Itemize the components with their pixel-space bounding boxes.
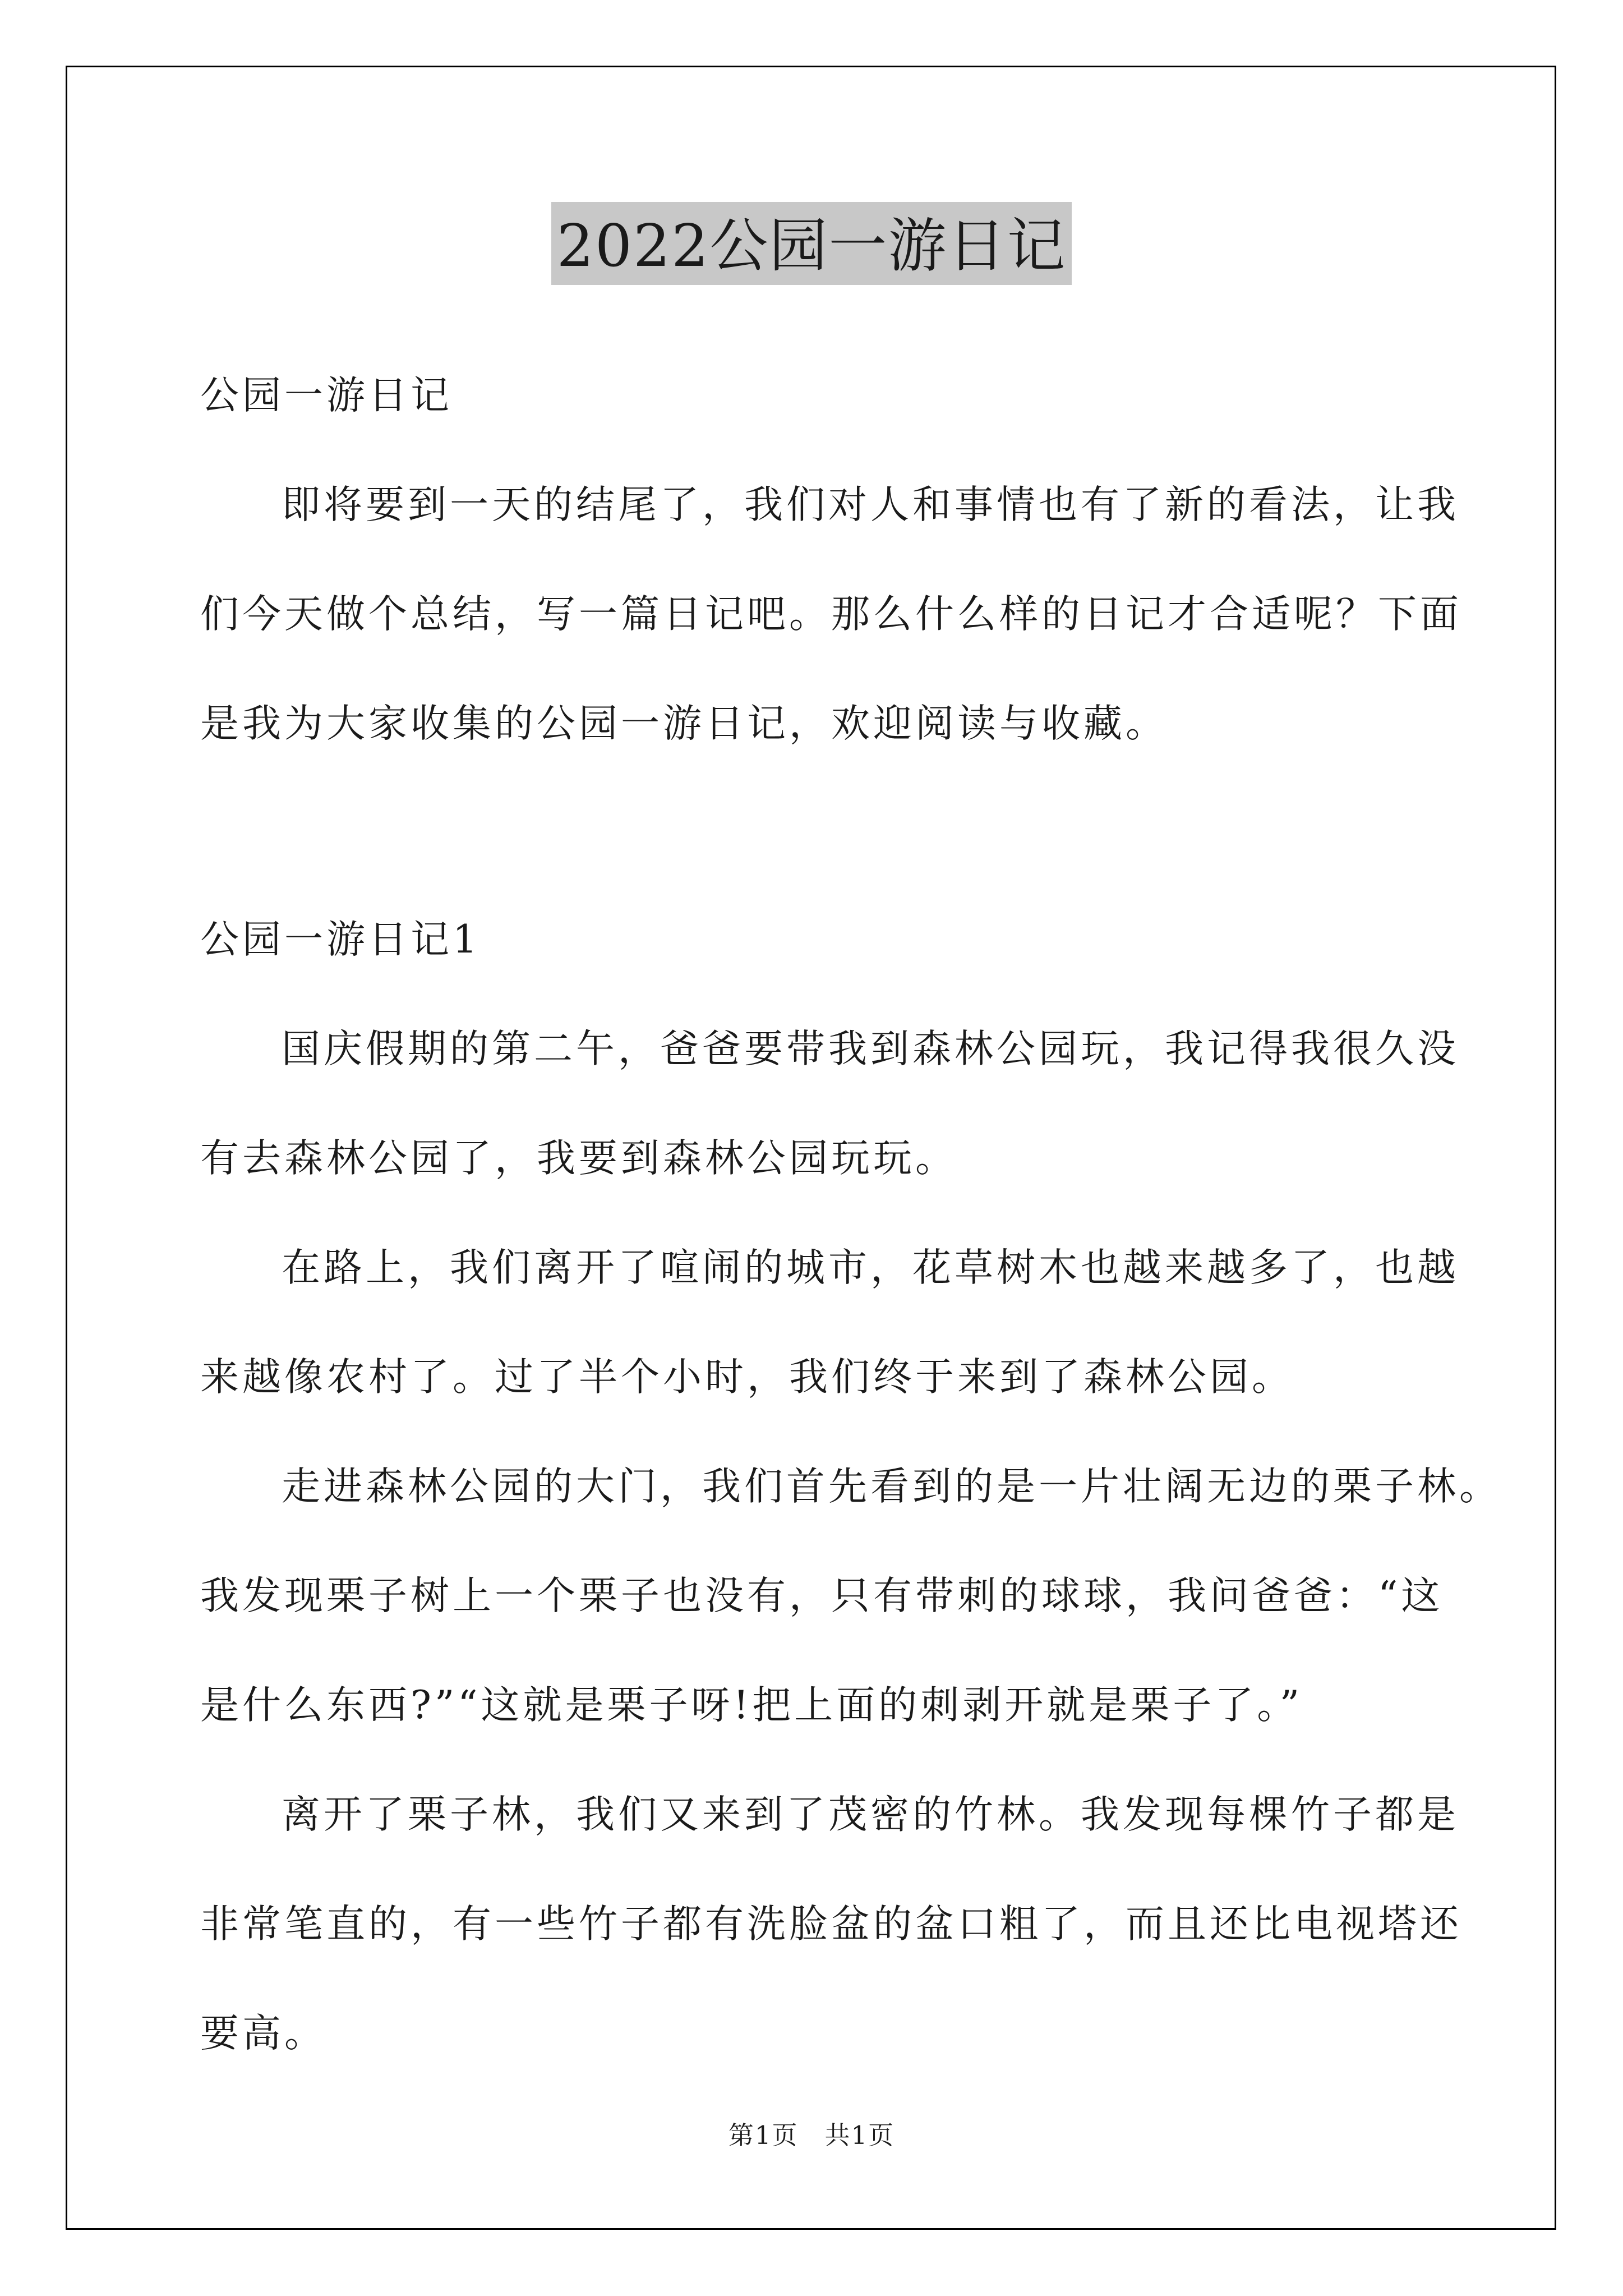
paragraph-line: 走进森林公园的大门，我们首先看到的是一片壮阔无边的栗子林。 [282, 1464, 1501, 1509]
paragraph-line: 在路上，我们离开了喧闹的城市，花草树木也越来越多了，也越 [282, 1245, 1459, 1290]
section-heading: 公园一游日记1 [200, 917, 481, 962]
intro-line: 即将要到一天的结尾了，我们对人和事情也有了新的看法，让我 [282, 482, 1459, 527]
paragraph-line: 非常笔直的，有一些竹子都有洗脸盆的盆口粗了，而且还比电视塔还 [200, 1902, 1462, 1947]
intro-line: 们今天做个总结，写一篇日记吧。那么什么样的日记才合适呢？下面 [200, 592, 1462, 637]
paragraph-line: 是什么东西?”“这就是栗子呀!把上面的刺剥开就是栗子了。” [200, 1683, 1303, 1728]
paragraph-line: 国庆假期的第二午，爸爸要带我到森林公园玩，我记得我很久没 [282, 1027, 1459, 1071]
title-container [0, 202, 1623, 285]
paragraph-line: 来越像农村了。过了半个小时，我们终于来到了森林公园。 [200, 1355, 1294, 1400]
paragraph-line: 我发现栗子树上一个栗子也没有，只有带刺的球球，我问爸爸：“这 [200, 1573, 1444, 1618]
paragraph-line: 离开了栗子林，我们又来到了茂密的竹林。我发现每棵竹子都是 [282, 1792, 1459, 1837]
paragraph-line: 要高。 [200, 2011, 326, 2056]
section-spacer [200, 779, 1434, 885]
intro-heading: 公园一游日记 [200, 373, 453, 418]
document-body [200, 341, 1501, 2088]
intro-line: 是我为大家收集的公园一游日记，欢迎阅读与收藏。 [200, 701, 1168, 746]
document-title: 2022公园一游日记 [551, 202, 1072, 285]
page-number: 第1页 共1页 [728, 2120, 895, 2150]
paragraph-line: 有去森林公园了，我要到森林公园玩玩。 [200, 1136, 957, 1181]
